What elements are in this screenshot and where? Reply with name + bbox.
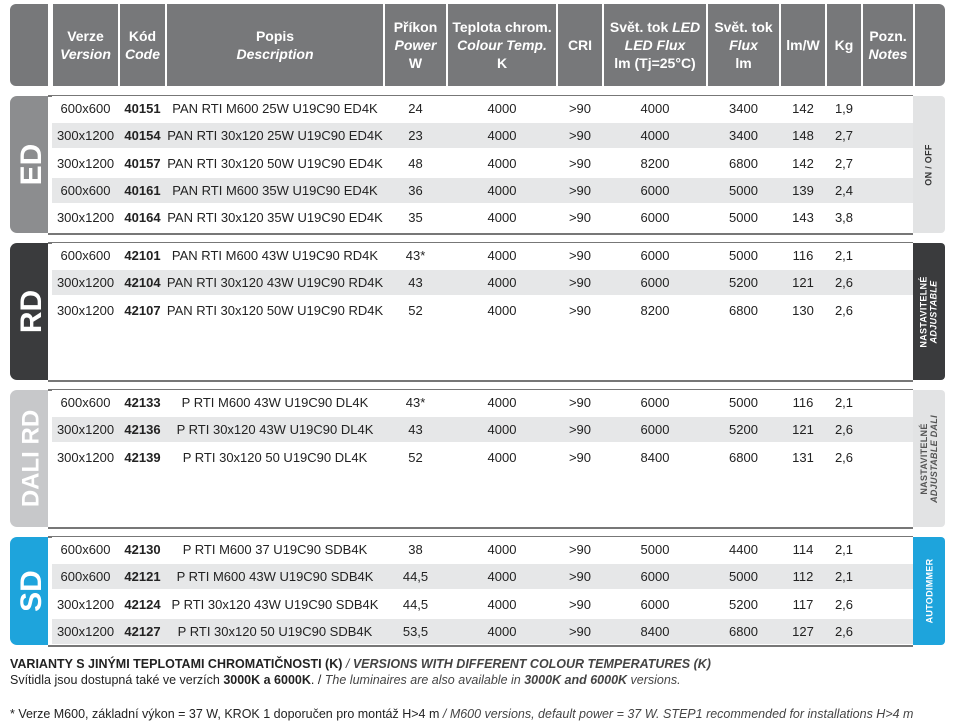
cell-power: 23 bbox=[408, 128, 423, 144]
side-label-cz: NASTAVITELNÉ bbox=[919, 275, 929, 348]
cell-cri: >90 bbox=[568, 569, 592, 585]
group-badge-2 bbox=[10, 390, 48, 527]
cell-led-flux: 6000 bbox=[640, 569, 670, 585]
cell-weight: 2,1 bbox=[834, 395, 854, 410]
cell-led-flux: 6000 bbox=[640, 596, 670, 612]
cell-description: PAN RTI M600 35W U19C90 ED4K bbox=[172, 182, 378, 198]
cell-lm-per-w: 142 bbox=[792, 155, 814, 171]
header-code-cz: Kód bbox=[128, 28, 157, 44]
header-colour-temp bbox=[448, 4, 556, 86]
cell-led-flux: 6000 bbox=[640, 182, 670, 198]
header-colour-temp-unit: K bbox=[496, 55, 508, 71]
group-bottom-line bbox=[48, 380, 913, 382]
cell-cri: >90 bbox=[568, 248, 592, 263]
cell-cri: >90 bbox=[568, 155, 592, 171]
cell-power: 52 bbox=[408, 302, 423, 318]
cell-cri: >90 bbox=[568, 623, 592, 639]
cell-led-flux: 4000 bbox=[640, 128, 670, 144]
header-cz-part-italic: LED bbox=[672, 19, 701, 35]
cell-weight: 2,1 bbox=[834, 542, 854, 557]
cell-code: 42136 bbox=[124, 422, 161, 438]
cell-power: 44,5 bbox=[402, 569, 429, 585]
badge-text: DALI RD bbox=[17, 409, 45, 508]
cell-notes bbox=[863, 619, 913, 644]
cell-weight: 2,6 bbox=[834, 302, 854, 318]
cell-code: 42104 bbox=[124, 275, 161, 291]
cell-colour-temp: 4000 bbox=[487, 210, 517, 226]
cell-weight: 2,6 bbox=[834, 596, 854, 612]
cell-power: 52 bbox=[408, 449, 423, 465]
cell-led-flux: 6000 bbox=[640, 248, 670, 263]
header-description-en: Description bbox=[236, 46, 314, 62]
cell-flux: 6800 bbox=[729, 449, 758, 465]
cell-description: P RTI 30x120 43W U19C90 SDB4K bbox=[171, 596, 379, 612]
cell-notes bbox=[863, 564, 913, 589]
cell-weight: 2,7 bbox=[834, 128, 854, 144]
cell-description: PAN RTI 30x120 50W U19C90 ED4K bbox=[167, 155, 383, 171]
cell-led-flux: 5000 bbox=[640, 542, 670, 557]
cell-code: 42130 bbox=[124, 542, 161, 557]
cell-weight: 2,6 bbox=[834, 449, 854, 465]
cell-code: 42101 bbox=[124, 248, 161, 263]
note-cz: * Verze M600, základní výkon = 37 W, KROK 1 doporučen pro montáž H>4 m bbox=[10, 707, 440, 721]
cell-lm-per-w: 139 bbox=[792, 182, 814, 198]
header-corner-right bbox=[915, 4, 945, 86]
group-badge-3 bbox=[10, 537, 48, 645]
cell-cri: >90 bbox=[568, 395, 592, 410]
cell-flux: 5200 bbox=[729, 275, 758, 291]
header-version-en: Version bbox=[60, 46, 111, 62]
cell-led-flux: 6000 bbox=[640, 422, 670, 438]
cell-version: 600x600 bbox=[60, 569, 111, 585]
header-led-flux-en: LED Flux bbox=[624, 37, 686, 53]
cell-notes bbox=[863, 417, 913, 442]
cell-notes bbox=[863, 205, 913, 230]
side-label-text bbox=[924, 559, 934, 624]
cell-cri: >90 bbox=[568, 210, 592, 226]
cell-led-flux: 4000 bbox=[640, 101, 670, 116]
note-sep: / bbox=[439, 707, 450, 721]
cell-lm-per-w: 112 bbox=[792, 569, 814, 585]
cell-colour-temp: 4000 bbox=[487, 182, 517, 198]
side-label-en: ADJUSTABLE bbox=[929, 280, 939, 343]
variants-title-cz: VARIANTY S JINÝMI TEPLOTAMI CHROMATIČNOSTI (K) bbox=[10, 657, 343, 671]
header-description-cz: Popis bbox=[255, 28, 295, 44]
cell-description: PAN RTI M600 43W U19C90 RD4K bbox=[171, 248, 379, 263]
cell-colour-temp: 4000 bbox=[487, 101, 517, 116]
cell-version: 600x600 bbox=[60, 248, 111, 263]
header-colour-temp-cz: Teplota chrom. bbox=[452, 19, 552, 35]
cell-weight: 2,1 bbox=[834, 248, 854, 263]
group-bottom-line bbox=[48, 233, 913, 235]
badge-text: RD bbox=[14, 289, 48, 334]
cell-weight: 1,9 bbox=[834, 101, 854, 116]
cell-version: 300x1200 bbox=[56, 155, 115, 171]
badge-logo-3 bbox=[10, 537, 48, 645]
variants-variants-cz-pre: Svítidla jsou dostupná také ve verzích bbox=[10, 673, 224, 687]
cell-flux: 5000 bbox=[729, 395, 758, 410]
cell-led-flux: 8400 bbox=[640, 623, 670, 639]
header-power-en: Power bbox=[394, 37, 437, 53]
cell-weight: 2,4 bbox=[834, 182, 854, 198]
header-corner-left bbox=[10, 4, 48, 86]
cell-code: 42121 bbox=[124, 569, 161, 585]
side-label-text bbox=[919, 415, 939, 503]
cell-cri: >90 bbox=[568, 542, 592, 557]
cell-power: 43* bbox=[405, 248, 426, 263]
cell-colour-temp: 4000 bbox=[487, 395, 517, 410]
table-row bbox=[52, 205, 913, 230]
cell-power: 43 bbox=[408, 422, 423, 438]
cell-power: 24 bbox=[408, 101, 423, 116]
cell-description: PAN RTI 30x120 35W U19C90 ED4K bbox=[167, 210, 383, 226]
header-weight bbox=[827, 4, 861, 86]
cell-version: 300x1200 bbox=[56, 275, 115, 291]
cell-cri: >90 bbox=[568, 596, 592, 612]
cell-colour-temp: 4000 bbox=[487, 449, 517, 465]
cell-cri: >90 bbox=[568, 182, 592, 198]
variants-variants-en-pre: The luminaires are also available in bbox=[324, 673, 525, 687]
table-row bbox=[52, 96, 913, 121]
table-row bbox=[52, 123, 913, 148]
cell-notes bbox=[863, 390, 913, 415]
cell-notes bbox=[863, 537, 913, 562]
cell-code: 40164 bbox=[124, 210, 161, 226]
cell-notes bbox=[863, 270, 913, 295]
cell-lm-per-w: 121 bbox=[792, 422, 814, 438]
cell-led-flux: 8400 bbox=[640, 449, 670, 465]
cell-flux: 6800 bbox=[729, 623, 758, 639]
variants-variants-cz-post: . / bbox=[310, 673, 325, 687]
table-row bbox=[52, 390, 913, 415]
footer-variants-text bbox=[10, 673, 681, 687]
cell-code: 40154 bbox=[124, 128, 161, 144]
header-notes bbox=[863, 4, 913, 86]
cell-code: 42124 bbox=[124, 596, 161, 612]
badge-text: SD bbox=[14, 570, 48, 612]
side-label-en: ADJUSTABLE DALI bbox=[929, 414, 939, 503]
group-side-label-3 bbox=[913, 537, 945, 645]
cell-lm-per-w: 142 bbox=[792, 101, 814, 116]
table-row bbox=[52, 592, 913, 617]
cell-weight: 2,6 bbox=[834, 623, 854, 639]
cell-version: 300x1200 bbox=[56, 302, 115, 318]
cell-cri: >90 bbox=[568, 302, 592, 318]
variants-variants-cz-bold: 3000K a 6000K bbox=[223, 673, 311, 687]
cell-cri: >90 bbox=[568, 449, 592, 465]
cell-notes bbox=[863, 243, 913, 268]
cell-lm-per-w: 148 bbox=[792, 128, 814, 144]
header-flux-unit: lm bbox=[735, 55, 752, 71]
cell-lm-per-w: 127 bbox=[792, 623, 814, 639]
table-row bbox=[52, 270, 913, 295]
side-label-cz: ON / OFF bbox=[924, 143, 934, 186]
cell-flux: 5200 bbox=[729, 422, 758, 438]
cell-description: PAN RTI 30x120 43W U19C90 RD4K bbox=[166, 275, 384, 291]
cell-version: 600x600 bbox=[60, 101, 111, 116]
cell-led-flux: 6000 bbox=[640, 395, 670, 410]
cell-code: 42139 bbox=[124, 449, 161, 465]
header-colour-temp-en: Colour Temp. bbox=[457, 37, 547, 53]
cell-code: 42107 bbox=[124, 302, 161, 318]
cell-version: 600x600 bbox=[60, 395, 111, 410]
table-row bbox=[52, 417, 913, 442]
header-lm-per-w bbox=[781, 4, 825, 86]
badge-logo-2 bbox=[10, 390, 48, 527]
cell-lm-per-w: 114 bbox=[792, 542, 814, 557]
cell-flux: 3400 bbox=[729, 101, 758, 116]
header-led-flux-cz bbox=[610, 18, 700, 36]
cell-notes bbox=[863, 123, 913, 148]
badge-logo-1 bbox=[10, 243, 48, 380]
cell-colour-temp: 4000 bbox=[487, 128, 517, 144]
cell-flux: 5000 bbox=[729, 248, 758, 263]
header-cri-cz: CRI bbox=[567, 37, 593, 53]
cell-version: 300x1200 bbox=[56, 210, 115, 226]
cell-code: 40151 bbox=[124, 101, 161, 116]
badge-logo-0 bbox=[10, 96, 48, 233]
cell-code: 42133 bbox=[124, 395, 161, 410]
cell-notes bbox=[863, 151, 913, 176]
cell-version: 300x1200 bbox=[56, 449, 115, 465]
cell-flux: 5000 bbox=[729, 182, 758, 198]
cell-lm-per-w: 143 bbox=[792, 210, 814, 226]
cell-description: PAN RTI 30x120 25W U19C90 ED4K bbox=[167, 128, 383, 144]
cell-lm-per-w: 131 bbox=[792, 449, 814, 465]
cell-weight: 2,6 bbox=[834, 422, 854, 438]
cell-power: 48 bbox=[408, 155, 423, 171]
table-row bbox=[52, 178, 913, 203]
cell-power: 35 bbox=[408, 210, 423, 226]
header-power-cz: Příkon bbox=[393, 19, 438, 35]
cell-code: 40161 bbox=[124, 182, 161, 198]
cell-cri: >90 bbox=[568, 101, 592, 116]
cell-description: P RTI M600 43W U19C90 SDB4K bbox=[176, 569, 374, 585]
cell-lm-per-w: 121 bbox=[792, 275, 814, 291]
variants-title-en: VERSIONS WITH DIFFERENT COLOUR TEMPERATURES (K) bbox=[352, 657, 711, 671]
cell-colour-temp: 4000 bbox=[487, 422, 517, 438]
cell-lm-per-w: 116 bbox=[792, 395, 814, 410]
cell-flux: 5000 bbox=[729, 210, 758, 226]
cell-colour-temp: 4000 bbox=[487, 542, 517, 557]
cell-notes bbox=[863, 445, 913, 470]
table-row bbox=[52, 619, 913, 644]
cell-colour-temp: 4000 bbox=[487, 155, 517, 171]
cell-power: 38 bbox=[408, 542, 423, 557]
badge-text: ED bbox=[14, 143, 48, 186]
cell-code: 40157 bbox=[124, 155, 161, 171]
cell-description: P RTI M600 37 U19C90 SDB4K bbox=[182, 542, 368, 557]
header-notes-cz: Pozn. bbox=[869, 28, 907, 44]
cell-cri: >90 bbox=[568, 128, 592, 144]
cell-colour-temp: 4000 bbox=[487, 569, 517, 585]
cell-led-flux: 8200 bbox=[640, 302, 670, 318]
cell-flux: 5200 bbox=[729, 596, 758, 612]
cell-version: 300x1200 bbox=[56, 128, 115, 144]
footer-power-note bbox=[10, 707, 913, 721]
cell-description: PAN RTI 30x120 50W U19C90 RD4K bbox=[166, 302, 384, 318]
cell-flux: 6800 bbox=[729, 155, 758, 171]
header-flux-cz: Svět. tok bbox=[714, 19, 773, 35]
group-side-label-0 bbox=[913, 96, 945, 233]
cell-flux: 4400 bbox=[729, 542, 758, 557]
cell-weight: 2,7 bbox=[834, 155, 854, 171]
header-code-en: Code bbox=[125, 46, 160, 62]
header-lm-per-w-cz: lm/W bbox=[786, 37, 820, 53]
cell-weight: 2,6 bbox=[834, 275, 854, 291]
cell-version: 600x600 bbox=[60, 182, 111, 198]
cell-flux: 6800 bbox=[729, 302, 758, 318]
cell-notes bbox=[863, 178, 913, 203]
cell-version: 600x600 bbox=[60, 542, 111, 557]
cell-description: P RTI 30x120 50 U19C90 SDB4K bbox=[177, 623, 373, 639]
cell-description: P RTI 30x120 43W U19C90 DL4K bbox=[176, 422, 374, 438]
group-bottom-line bbox=[48, 645, 913, 647]
cell-version: 300x1200 bbox=[56, 623, 115, 639]
cell-lm-per-w: 117 bbox=[792, 596, 814, 612]
cell-notes bbox=[863, 298, 913, 323]
group-badge-1 bbox=[10, 243, 48, 380]
cell-lm-per-w: 130 bbox=[792, 302, 814, 318]
header-description bbox=[167, 4, 383, 86]
table-row bbox=[52, 151, 913, 176]
header-version-cz: Verze bbox=[67, 28, 104, 44]
header-flux-en: Flux bbox=[729, 37, 758, 53]
side-label-cz: AUTODIMMER bbox=[924, 558, 934, 624]
header-version bbox=[53, 4, 118, 86]
group-side-label-2 bbox=[913, 390, 945, 527]
table-row bbox=[52, 564, 913, 589]
cell-weight: 2,1 bbox=[834, 569, 854, 585]
table-row bbox=[52, 445, 913, 470]
header-cz-part: Svět. tok bbox=[609, 19, 673, 35]
cell-power: 44,5 bbox=[402, 596, 429, 612]
header-power-unit: W bbox=[408, 55, 423, 71]
group-side-label-1 bbox=[913, 243, 945, 380]
header-led-flux bbox=[604, 4, 706, 86]
cell-colour-temp: 4000 bbox=[487, 302, 517, 318]
table-row bbox=[52, 537, 913, 562]
cell-description: P RTI M600 43W U19C90 DL4K bbox=[181, 395, 369, 410]
group-badge-0 bbox=[10, 96, 48, 233]
footer-variants-title bbox=[10, 657, 711, 671]
cell-power: 53,5 bbox=[402, 623, 429, 639]
cell-power: 43* bbox=[405, 395, 426, 410]
cell-weight: 3,8 bbox=[834, 210, 854, 226]
cell-version: 300x1200 bbox=[56, 422, 115, 438]
group-bottom-line bbox=[48, 527, 913, 529]
cell-led-flux: 6000 bbox=[640, 275, 670, 291]
cell-lm-per-w: 116 bbox=[792, 248, 814, 263]
variants-variants-en-bold: 3000K and 6000K bbox=[524, 673, 628, 687]
cell-cri: >90 bbox=[568, 422, 592, 438]
cell-led-flux: 8200 bbox=[640, 155, 670, 171]
variants-variants-en-post: versions. bbox=[627, 673, 681, 687]
cell-description: PAN RTI M600 25W U19C90 ED4K bbox=[172, 101, 378, 116]
cell-colour-temp: 4000 bbox=[487, 248, 517, 263]
cell-colour-temp: 4000 bbox=[487, 623, 517, 639]
cell-cri: >90 bbox=[568, 275, 592, 291]
cell-colour-temp: 4000 bbox=[487, 596, 517, 612]
header-notes-en: Notes bbox=[868, 46, 908, 62]
note-en: M600 versions, default power = 37 W. STEP1 recommended for installations H>4 m bbox=[449, 707, 914, 721]
cell-power: 36 bbox=[408, 182, 423, 198]
side-label-text bbox=[924, 144, 934, 185]
cell-description: P RTI 30x120 50 U19C90 DL4K bbox=[182, 449, 368, 465]
header-led-flux-unit: lm (Tj=25°C) bbox=[614, 55, 696, 71]
cell-version: 300x1200 bbox=[56, 596, 115, 612]
cell-flux: 3400 bbox=[729, 128, 758, 144]
variants-sep: / bbox=[342, 657, 353, 671]
header-power bbox=[385, 4, 446, 86]
side-label-text bbox=[919, 276, 939, 347]
header-cri bbox=[558, 4, 602, 86]
cell-notes bbox=[863, 592, 913, 617]
table-row bbox=[52, 243, 913, 268]
header-weight-cz: Kg bbox=[834, 37, 854, 53]
side-label-cz: NASTAVITELNÉ bbox=[919, 422, 929, 495]
cell-led-flux: 6000 bbox=[640, 210, 670, 226]
cell-code: 42127 bbox=[124, 623, 161, 639]
header-code bbox=[120, 4, 165, 86]
cell-flux: 5000 bbox=[729, 569, 758, 585]
cell-power: 43 bbox=[408, 275, 423, 291]
header-flux bbox=[708, 4, 779, 86]
cell-colour-temp: 4000 bbox=[487, 275, 517, 291]
table-row bbox=[52, 298, 913, 323]
cell-notes bbox=[863, 96, 913, 121]
